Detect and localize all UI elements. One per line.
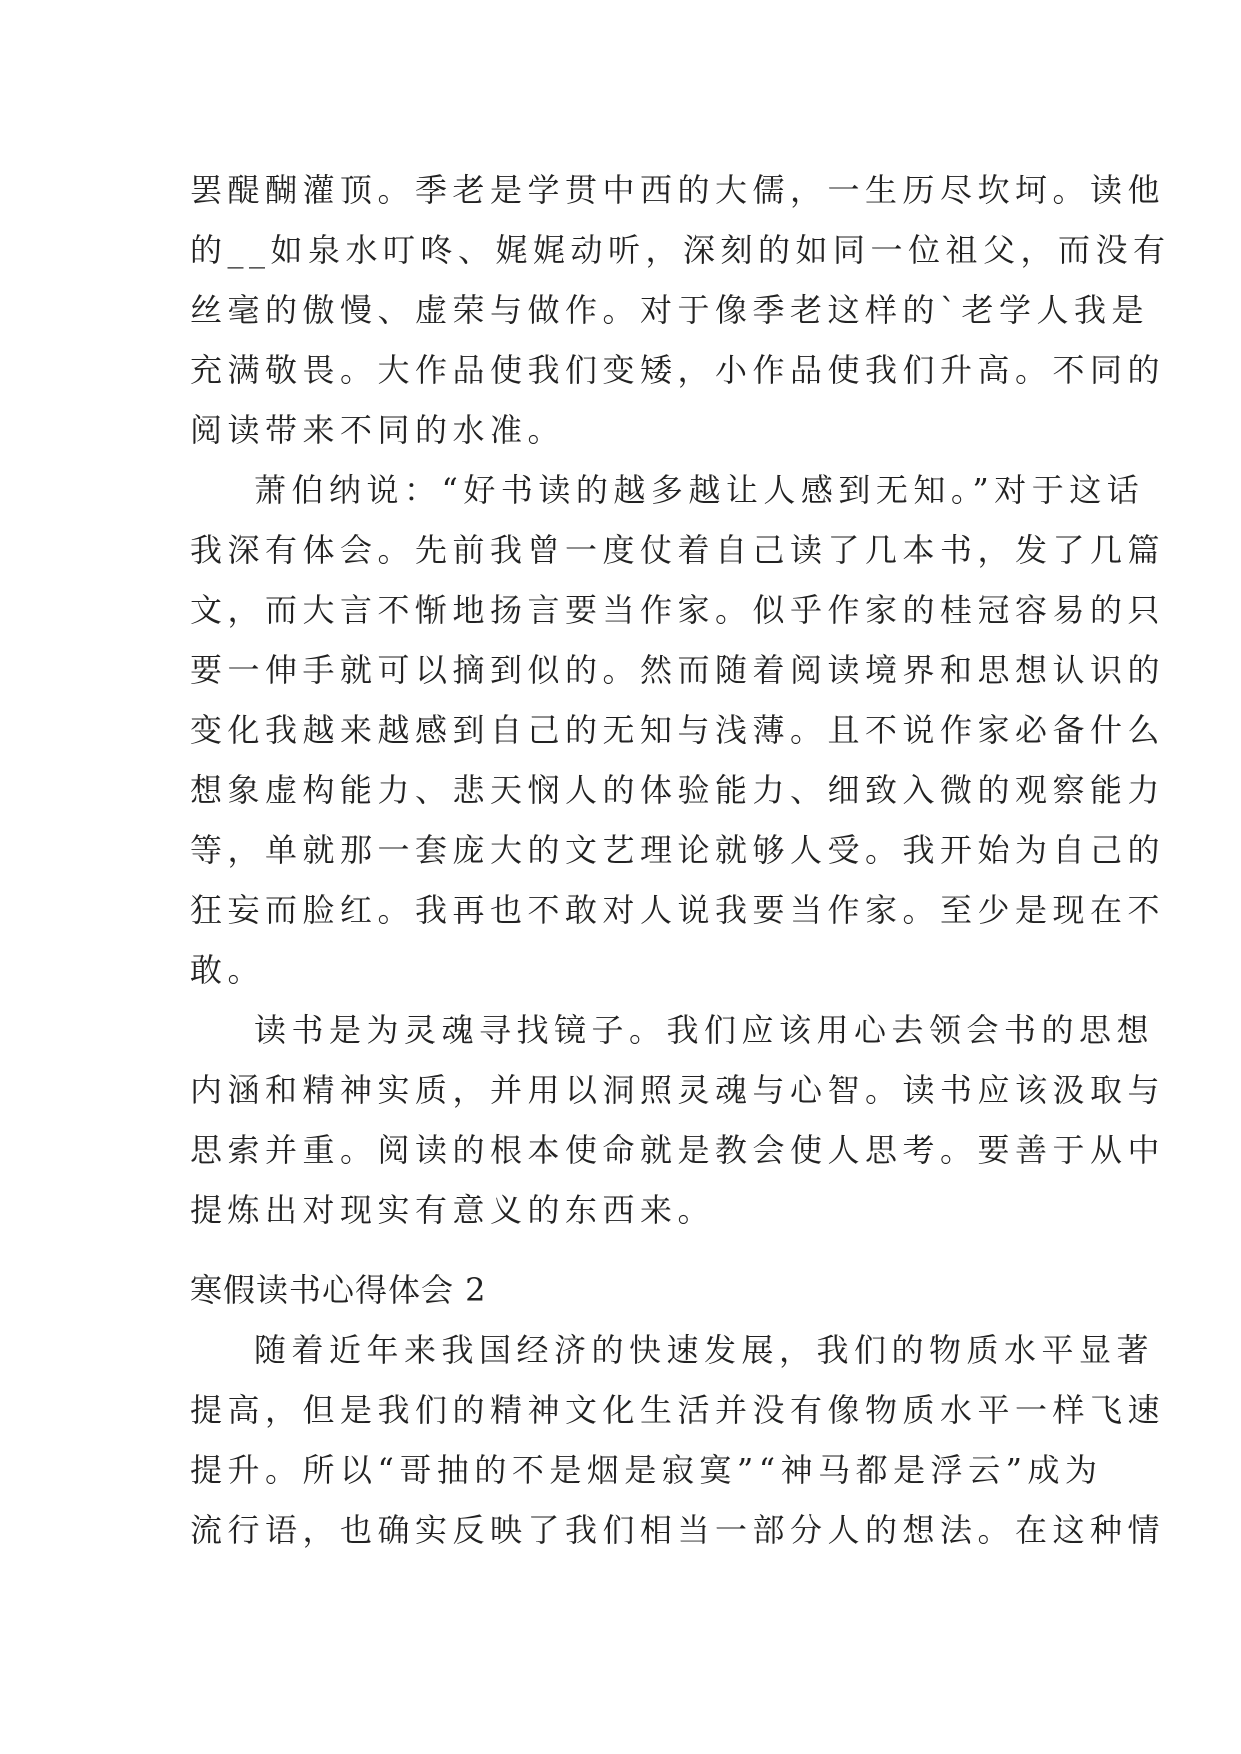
text-line: 阅读带来不同的水准。 xyxy=(190,411,566,449)
paragraph-ji-xianlin xyxy=(190,160,1171,460)
text-line: 内涵和精神实质，并用以洞照灵魂与心智。读书应该汲取与 xyxy=(190,1071,1166,1109)
text-line: 随着近年来我国经济的快速发展，我们的物质水平显著 xyxy=(254,1331,1155,1369)
text-line: 敢。 xyxy=(190,951,266,989)
text-line: 狂妄而脸红。我再也不敢对人说我要当作家。至少是现在不 xyxy=(190,891,1166,929)
text-line: 提高，但是我们的精神文化生活并没有像物质水平一样飞速 xyxy=(190,1391,1166,1429)
text-line: 要一伸手就可以摘到似的。然而随着阅读境界和思想认识的 xyxy=(190,651,1166,689)
text-line: 流行语，也确实反映了我们相当一部分人的想法。在这种情 xyxy=(190,1511,1166,1549)
section-heading-block xyxy=(190,1260,1050,1320)
text-line: 文，而大言不惭地扬言要当作家。似乎作家的桂冠容易的只 xyxy=(190,591,1166,629)
text-line: 变化我越来越感到自己的无知与浅薄。且不说作家必备什么 xyxy=(190,711,1166,749)
text-line: 的__如泉水叮咚、娓娓动听，深刻的如同一位祖父，而没有 xyxy=(190,231,1171,269)
paragraph-bernard-shaw xyxy=(190,460,1166,1000)
paragraph-development xyxy=(190,1320,1166,1560)
text-line: 想象虚构能力、悲天悯人的体验能力、细致入微的观察能力 xyxy=(190,771,1166,809)
text-line: 我深有体会。先前我曾一度仗着自己读了几本书，发了几篇 xyxy=(190,531,1166,569)
text-line: 丝毫的傲慢、虚荣与做作。对于像季老这样的`老学人我是 xyxy=(190,291,1150,329)
text-line: 思索并重。阅读的根本使命就是教会使人思考。要善于从中 xyxy=(190,1131,1166,1169)
text-line: 提炼出对现实有意义的东西来。 xyxy=(190,1191,716,1229)
text-line: 罢醍醐灌顶。季老是学贯中西的大儒，一生历尽坎坷。读他 xyxy=(190,171,1166,209)
text-line: 萧伯纳说：“好书读的越多越让人感到无知。”对于这话 xyxy=(254,471,1145,509)
text-line: 读书是为灵魂寻找镜子。我们应该用心去领会书的思想 xyxy=(254,1011,1155,1049)
text-line: 等，单就那一套庞大的文艺理论就够人受。我开始为自己的 xyxy=(190,831,1166,869)
text-line: 充满敬畏。大作品使我们变矮，小作品使我们升高。不同的 xyxy=(190,351,1166,389)
paragraph-reading-mirror xyxy=(190,1000,1166,1240)
section-heading: 寒假读书心得体会 2 xyxy=(190,1271,487,1309)
text-line: 提升。所以“哥抽的不是烟是寂寞”“神马都是浮云”成为 xyxy=(190,1451,1103,1489)
